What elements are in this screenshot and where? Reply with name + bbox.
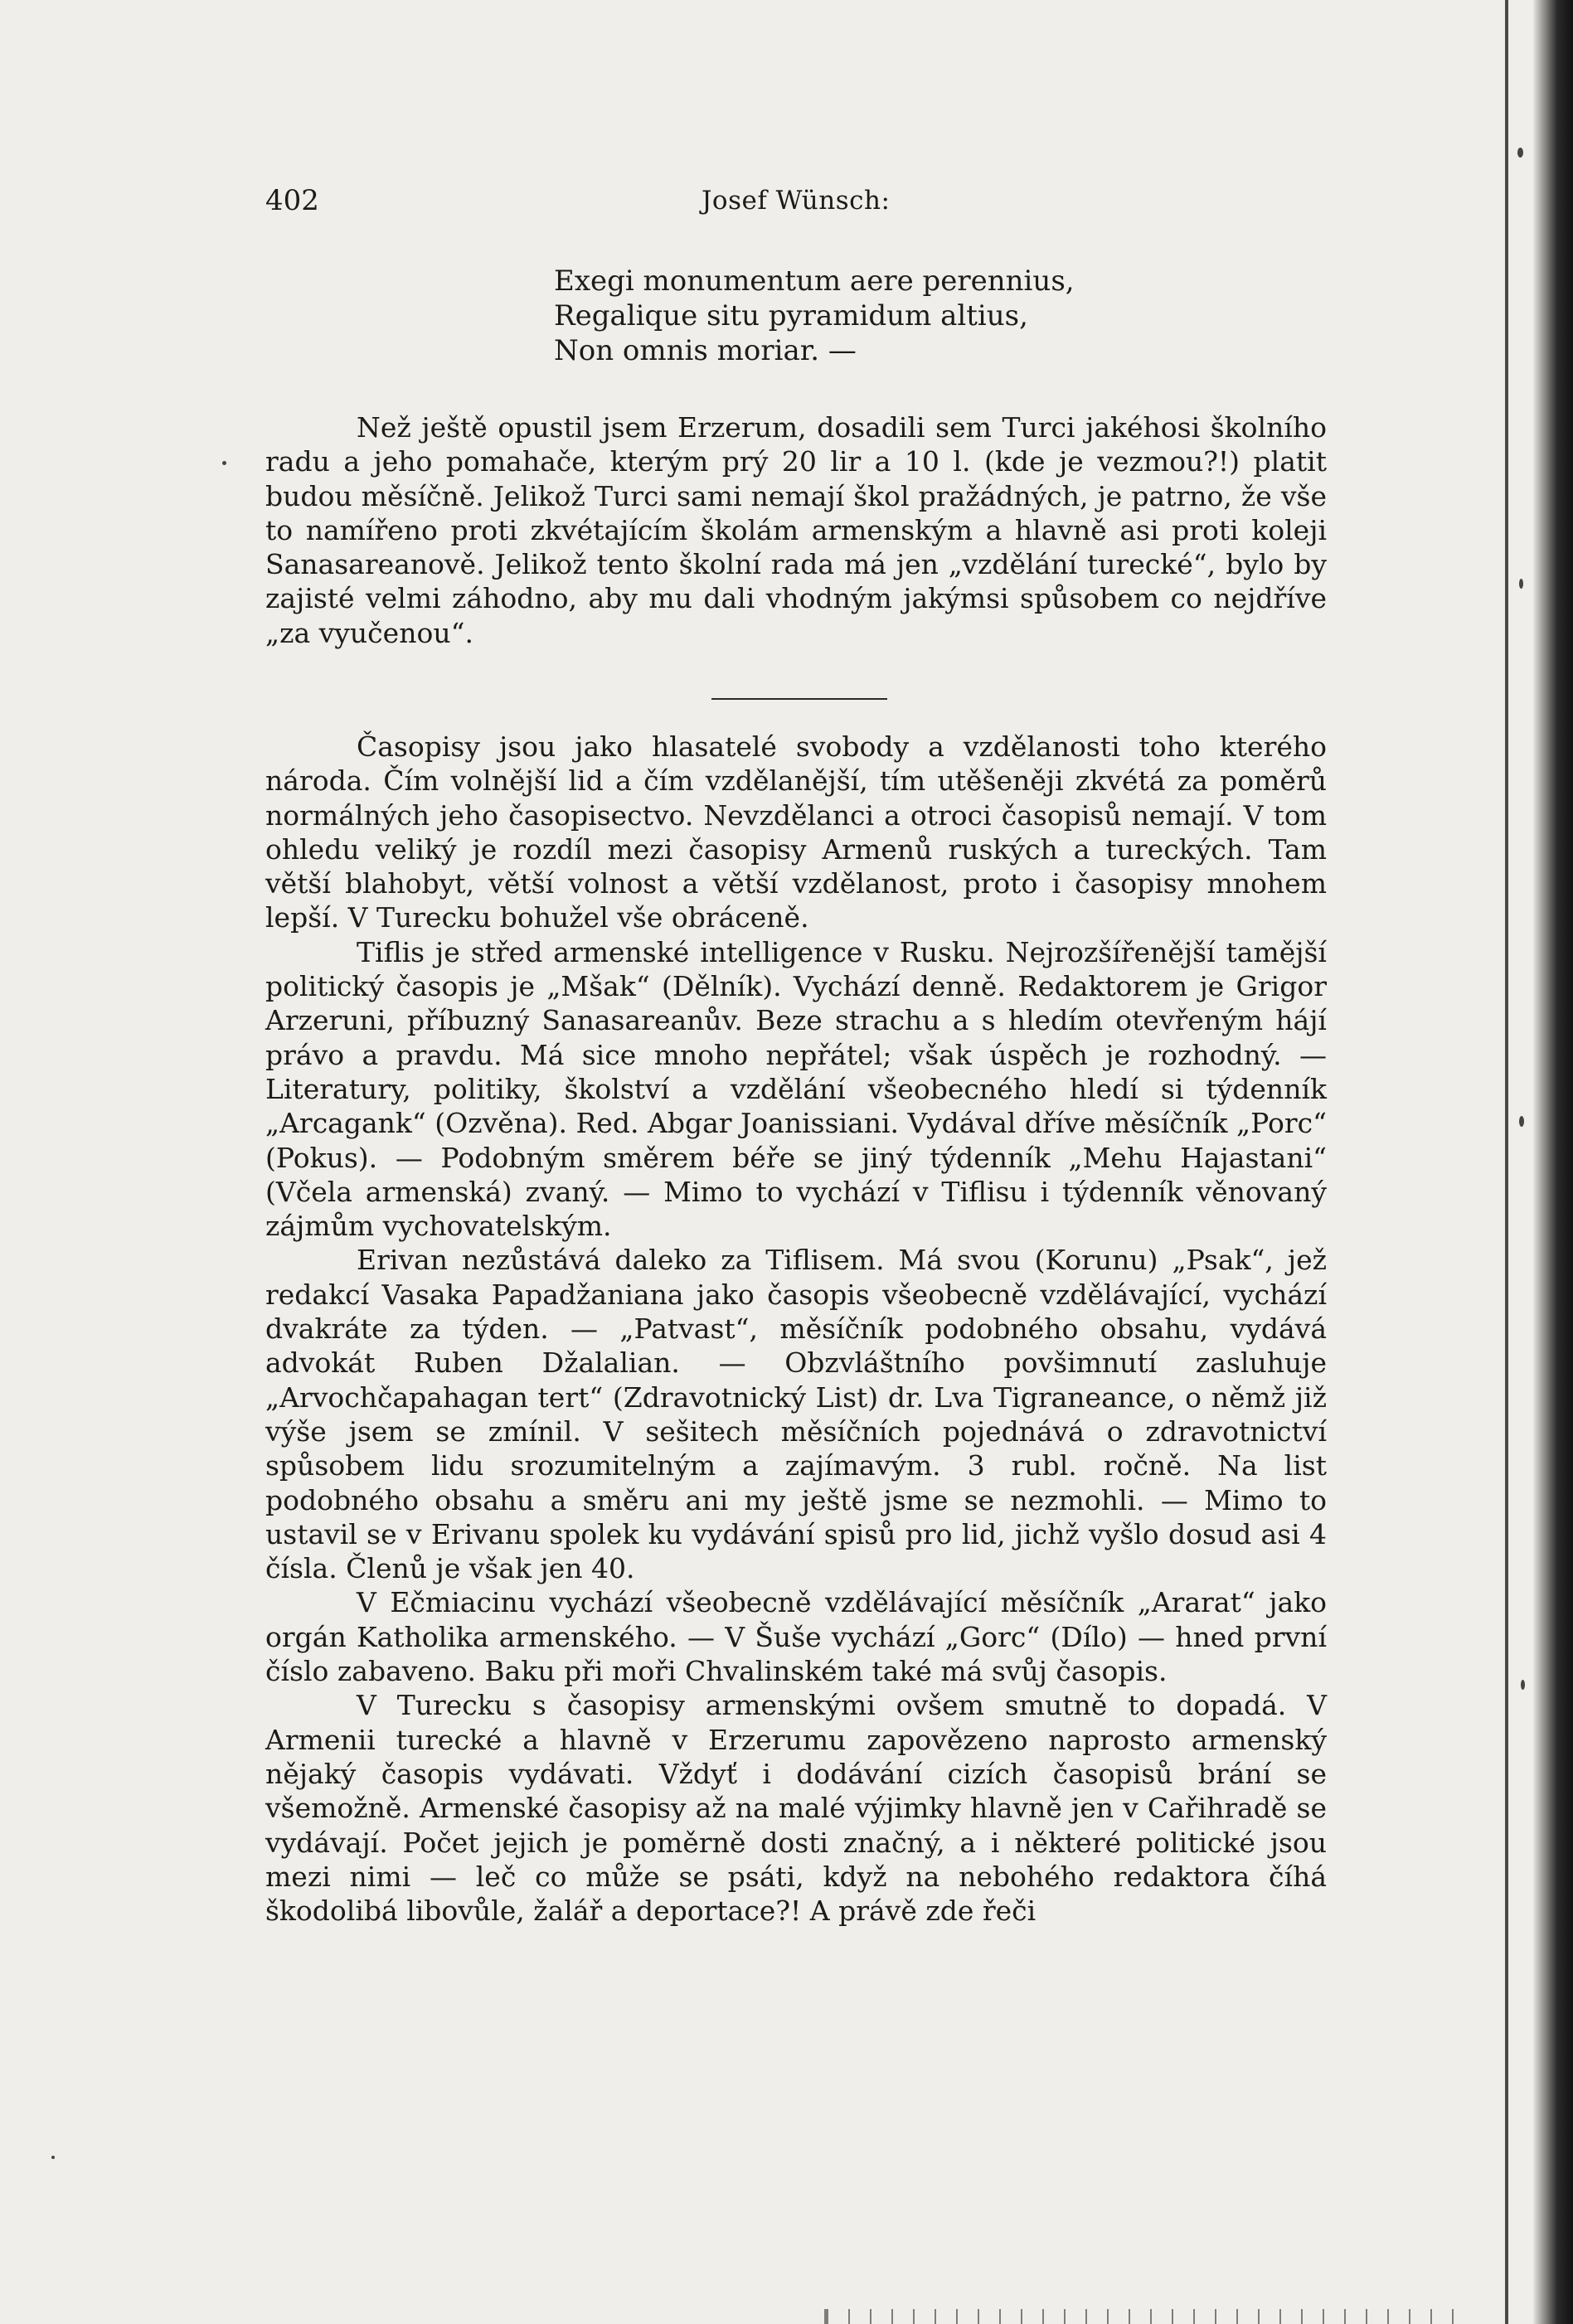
epigraph-line: Non omnis moriar. — [554,334,857,367]
paragraph: Než ještě opustil jsem Erzerum, dosadili sem Turci jakéhosi školního radu a jeho pomahače, kterým prý 20 lir a 10 l. (kde je vezmou?!) platit budou měsíčně. Jelikož Turci sami nemají škol pražádných, je patrno, že vše to namířeno proti zkvétajícím školám armenským a hlavně asi proti koleji Sanasareanově. Jelikož tento školní rada má jen „vzdělání turecké“, bylo by zajisté velmi záhodno, aby mu dali vhodným jakýmsi spůsobem co nejdříve „za vyučenou“. [265,411,1327,649]
page-number: 402 [265,184,319,217]
section-school-inspector [265,410,1327,650]
section-periodicals [265,730,1327,1928]
latin-epigraph [554,264,1075,368]
ink-speck [51,2156,55,2159]
running-title: Josef Wünsch: [702,186,891,216]
ink-speck [222,461,226,465]
book-spine-edge [1533,0,1573,2324]
paragraph: Tiflis je střed armenské intelligence v Rusku. Nejrozšířenější tamější politický časopis je „Mšak“ (Dělník). Vychází denně. Redaktorem je Grigor Arzeruni, příbuzný Sanasareanův. Beze strachu a s hledím otevřeným hájí právo a pravdu. Má sice mnoho nepřátel; však úspěch je rozhodný. — Literatury, politiky, školství a vzdělání všeobecného hledí si týdenník „Arcagank“ (Ozvěna). Red. Abgar Joanissiani. Vydával dříve měsíčník „Porc“ (Pokus). — Podobným směrem béře se jiný týdenník „Mehu Hajastani“ (Včela armenská) zvaný. — Mimo to vychází v Tiflisu i týdenník věnovaný zájmům vychovatelským. [265,935,1327,1243]
ink-speck [1519,1116,1524,1127]
paragraph: V Ečmiacinu vychází všeobecně vzdělávající měsíčník „Ararat“ jako orgán Katholika armenského. — V Šuše vychází „Gorc“ (Dílo) — hned první číslo zabaveno. Baku při moři Chvalinském také má svůj časopis. [265,1586,1327,1688]
epigraph-line: Exegi monumentum aere perennius, [554,264,1075,298]
ink-speck [1519,579,1523,589]
page-edge-shadow-line [1505,0,1508,2324]
page-header [265,184,1327,226]
scan-ruler-marks [824,2309,1457,2324]
ink-speck [1521,1680,1525,1690]
section-divider [711,698,887,700]
epigraph-line: Regalique situ pyramidum altius, [554,299,1028,332]
paragraph: Erivan nezůstává daleko za Tiflisem. Má svou (Korunu) „Psak“, jež redakcí Vasaka Papadžaniana jako časopis všeobecně vzdělávající, vychází dvakráte za týden. — „Patvast“, měsíčník podobného obsahu, vydává advokát Ruben Džalalian. — Obzvláštního povšimnutí zasluhuje „Arvochčapahagan tert“ (Zdravotnický List) dr. Lva Tigraneance, o němž již výše jsem se zmínil. V sešitech měsíčních pojednává o zdravotnictví spůsobem lidu srozumitelným a zajímavým. 3 rubl. ročně. Na list podobného obsahu a směru ani my ještě jsme se nezmohli. — Mimo to ustavil se v Erivanu spolek ku vydávání spisů pro lid, jichž vyšlo dosud asi 4 čísla. Členů je však jen 40. [265,1244,1327,1585]
paragraph: V Turecku s časopisy armenskými ovšem smutně to dopadá. V Armenii turecké a hlavně v Erzerumu zapovězeno naprosto armenský nějaký časopis vydávati. Vždyť i dodávání cizích časopisů brání se všemožně. Armenské časopisy až na malé výjimky hlavně jen v Cařihradě se vydávají. Počet jejich je poměrně dosti značný, a i některé politické jsou mezi nimi — leč co může se psáti, když na nebohého redaktora číhá škodolibá libovůle, žalář a deportace?! A právě zde řeči [265,1689,1327,1928]
paragraph: Časopisy jsou jako hlasatelé svobody a vzdělanosti toho kterého národa. Čím volnější lid a čím vzdělanější, tím utěšeněji zkvétá za poměrů normálných jeho časopisectvo. Nevzdělanci a otroci časopisů nemají. V tom ohledu veliký je rozdíl mezi časopisy Armenů ruských a tureckých. Tam větší blahobyt, větší volnost a větší vzdělanost, proto i časopisy mnohem lepší. V Turecku bohužel vše obráceně. [265,730,1327,934]
ink-speck [1517,148,1523,158]
